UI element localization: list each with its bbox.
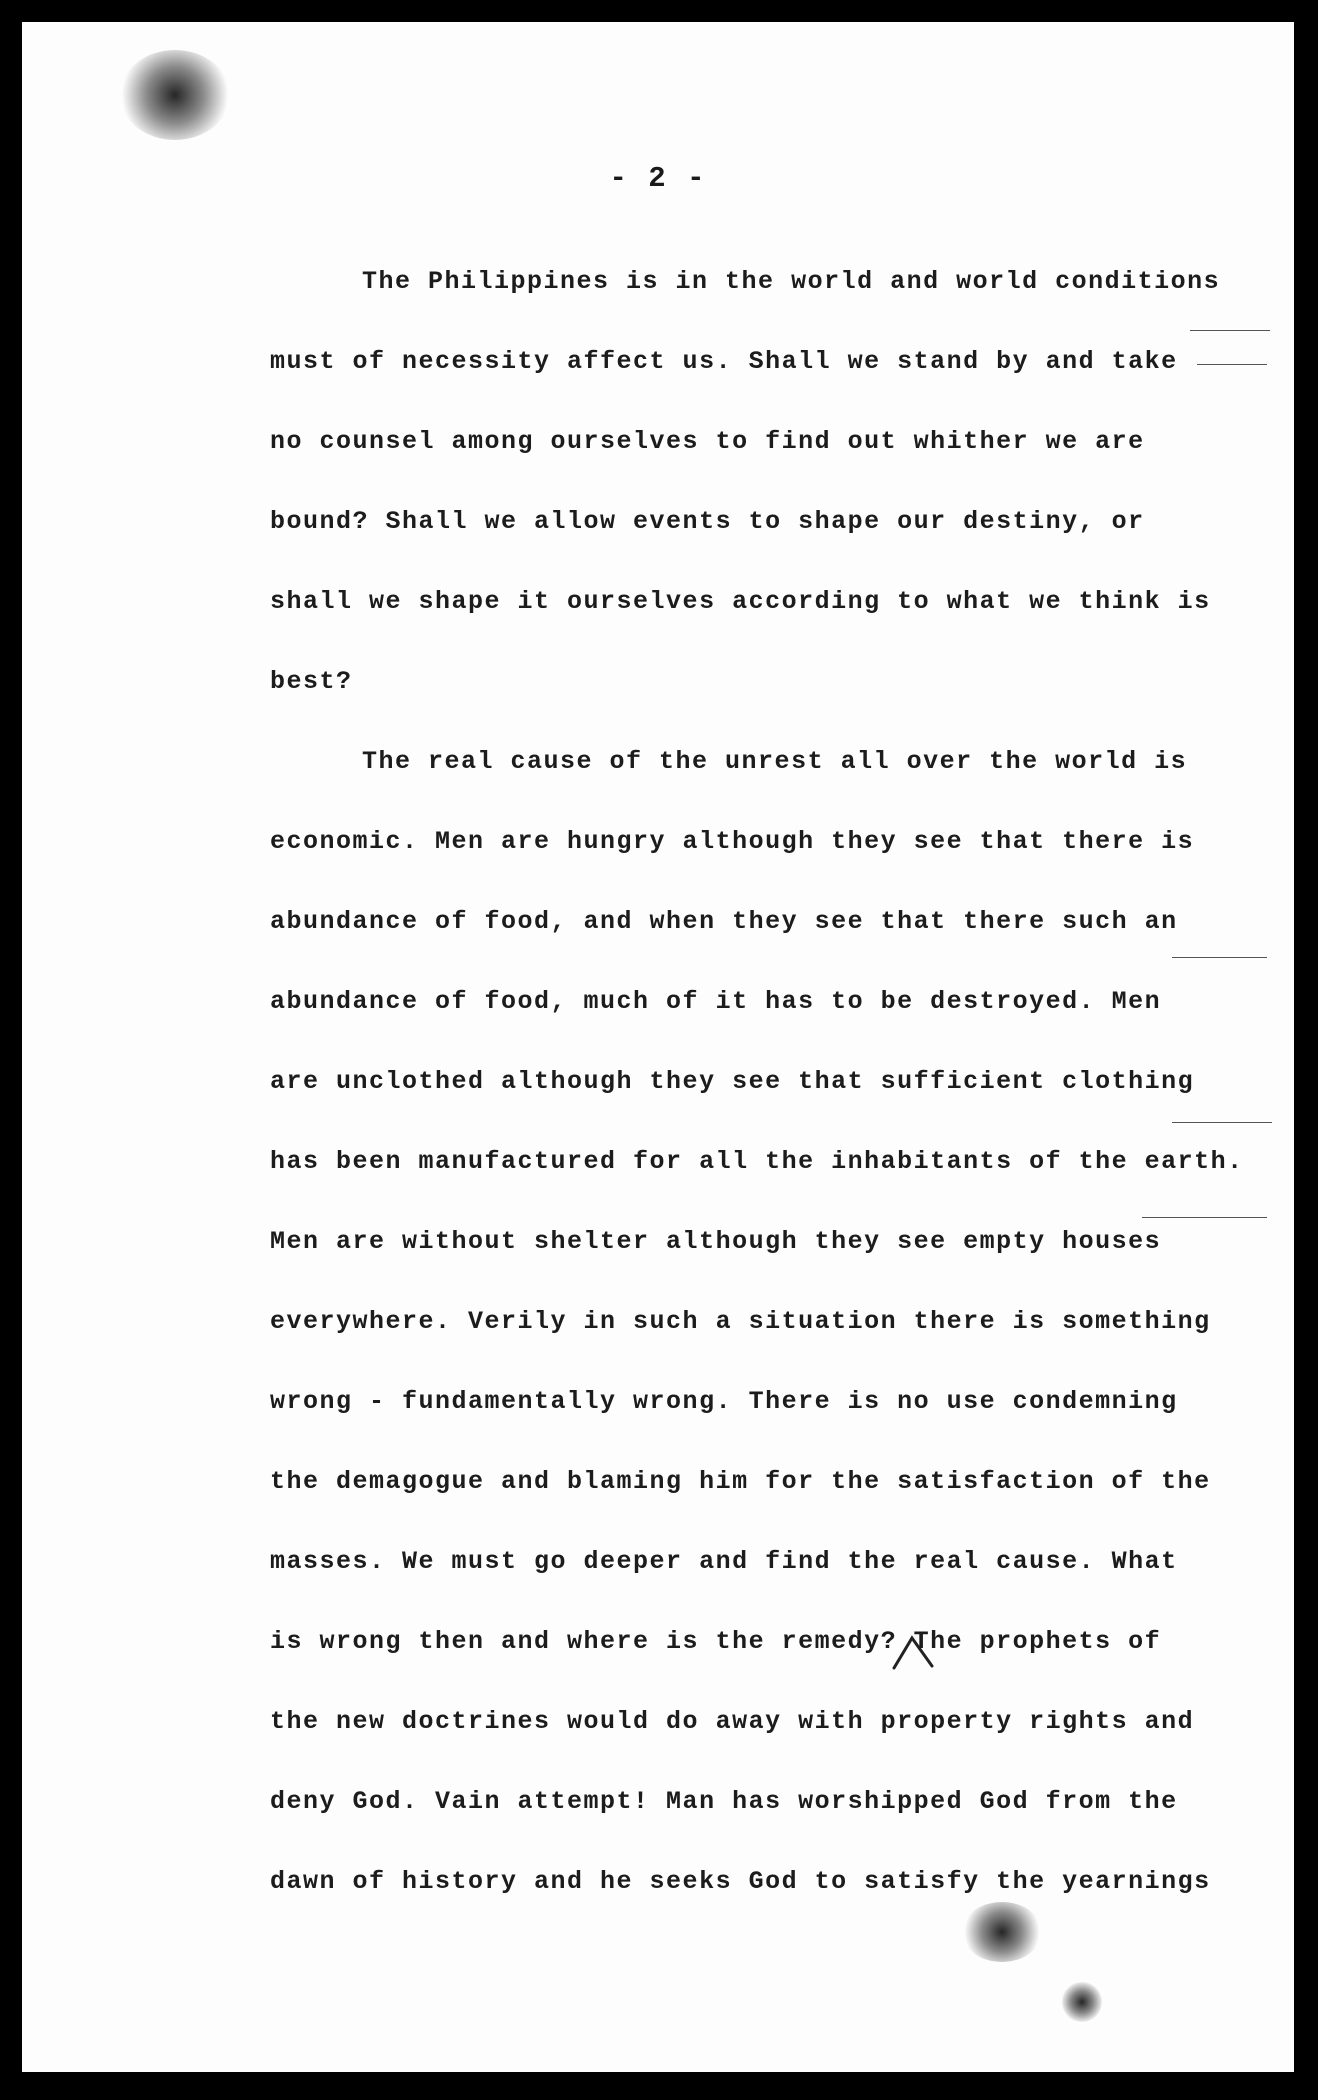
text-line: best? (270, 667, 353, 696)
typed-text-body (270, 242, 1244, 1922)
text-line: masses. We must go deeper and find the real cause. What (270, 1547, 1178, 1576)
text-line: The Philippines is in the world and world conditions (362, 267, 1221, 296)
text-line: The real cause of the unrest all over the world is (362, 747, 1188, 776)
text-line: is wrong then and where is the remedy? The prophets of (270, 1627, 1162, 1656)
document-page (22, 22, 1294, 2072)
text-line: deny God. Vain attempt! Man has worshipped God from the (270, 1787, 1178, 1816)
paragraph-1 (270, 242, 1230, 722)
paragraph-2 (270, 722, 1244, 1922)
text-line: abundance of food, much of it has to be destroyed. Men (270, 987, 1162, 1016)
text-line: bound? Shall we allow events to shape our destiny, or (270, 507, 1145, 536)
text-line: everywhere. Verily in such a situation there is something (270, 1307, 1211, 1336)
text-line: the new doctrines would do away with property rights and (270, 1707, 1195, 1736)
text-line: has been manufactured for all the inhabitants of the earth. (270, 1147, 1244, 1176)
ink-smudge (1062, 1982, 1102, 2022)
text-line: Men are without shelter although they see empty houses (270, 1227, 1162, 1256)
text-line: dawn of history and he seeks God to satisfy the yearnings (270, 1867, 1211, 1896)
page-number: - 2 - (609, 162, 707, 195)
text-line: shall we shape it ourselves according to what we think is (270, 587, 1211, 616)
text-line: economic. Men are hungry although they see that there is (270, 827, 1195, 856)
text-line: no counsel among ourselves to find out whither we are (270, 427, 1145, 456)
text-line: wrong - fundamentally wrong. There is no use condemning (270, 1387, 1178, 1416)
text-line: the demagogue and blaming him for the satisfaction of the (270, 1467, 1211, 1496)
text-line: are unclothed although they see that sufficient clothing (270, 1067, 1195, 1096)
ink-smudge (120, 50, 230, 140)
text-line: abundance of food, and when they see that there such an (270, 907, 1178, 936)
text-line: must of necessity affect us. Shall we stand by and take (270, 347, 1178, 376)
